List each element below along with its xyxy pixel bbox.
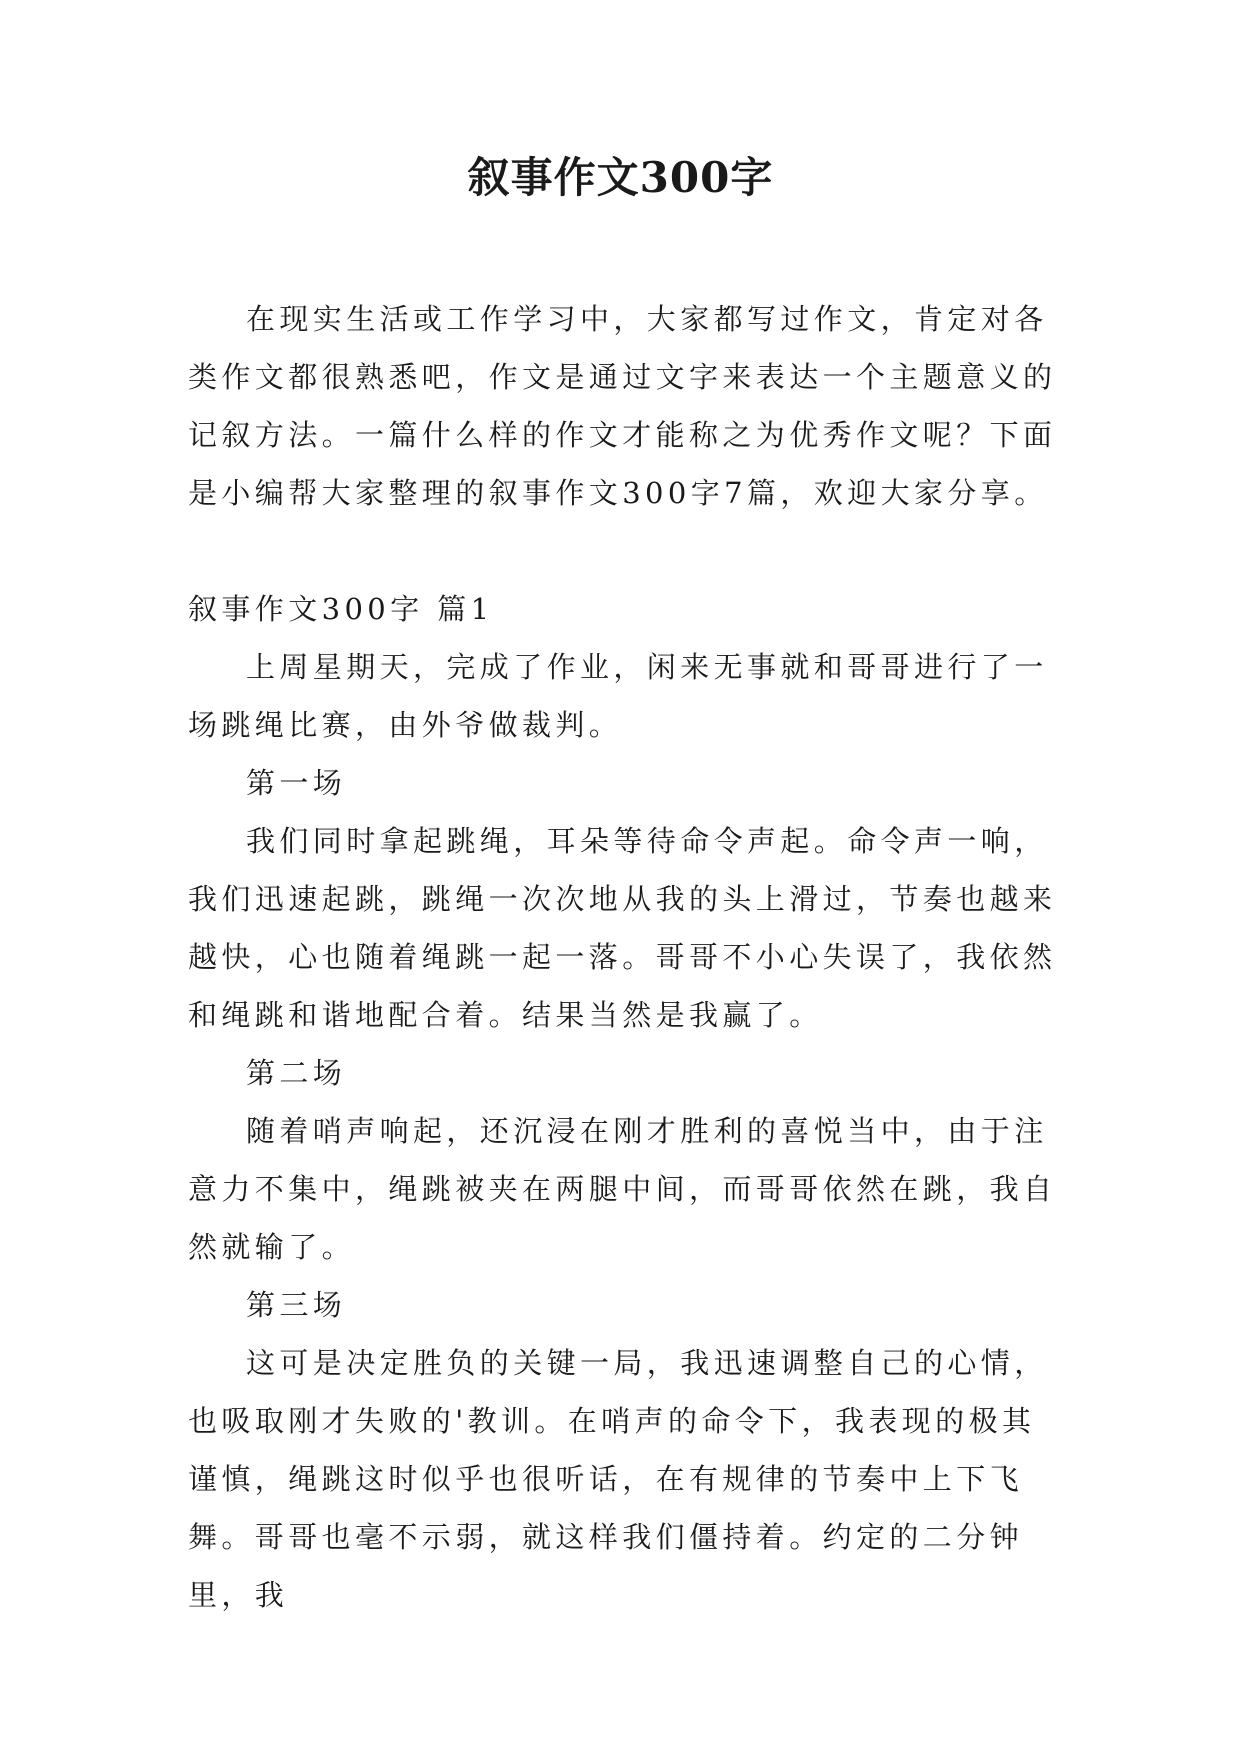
round-heading-1: 第一场 — [246, 766, 347, 800]
body-paragraph: 这可是决定胜负的关键一局，我迅速调整自己的心情，也吸取刚才失败的'教训。在哨声的命令下，我表现的极其谨慎，绳跳这时似乎也很听话，在有规律的节奏中上下飞舞。哥哥也毫不示弱，就这样我们僵持着。约定的二分钟里，我 — [188, 1346, 1048, 1612]
round-heading-3: 第三场 — [246, 1288, 347, 1322]
body-paragraph: 随着哨声响起，还沉浸在刚才胜利的喜悦当中，由于注意力不集中，绳跳被夹在两腿中间，而哥哥依然在跳，我自然就输了。 — [188, 1114, 1057, 1264]
body-paragraph: 上周星期天，完成了作业，闲来无事就和哥哥进行了一场跳绳比赛，由外爷做裁判。 — [188, 650, 1048, 742]
document-body — [188, 290, 1058, 1624]
body-paragraph: 我们同时拿起跳绳，耳朵等待命令声起。命令声一响，我们迅速起跳，跳绳一次次地从我的头上滑过，节奏也越来越快，心也随着绳跳一起一落。哥哥不小心失误了，我依然和绳跳和谐地配合着。结果当然是我赢了。 — [188, 824, 1057, 1032]
section-heading: 叙事作文300字 篇1 — [188, 592, 494, 626]
round-heading-2: 第二场 — [246, 1056, 347, 1090]
document-title: 叙事作文300字 — [467, 153, 774, 202]
intro-paragraph: 在现实生活或工作学习中，大家都写过作文，肯定对各类作文都很熟悉吧，作文是通过文字来表达一个主题意义的记叙方法。一篇什么样的作文才能称之为优秀作文呢？下面是小编帮大家整理的叙事作文300字7篇，欢迎大家分享。 — [188, 302, 1057, 510]
